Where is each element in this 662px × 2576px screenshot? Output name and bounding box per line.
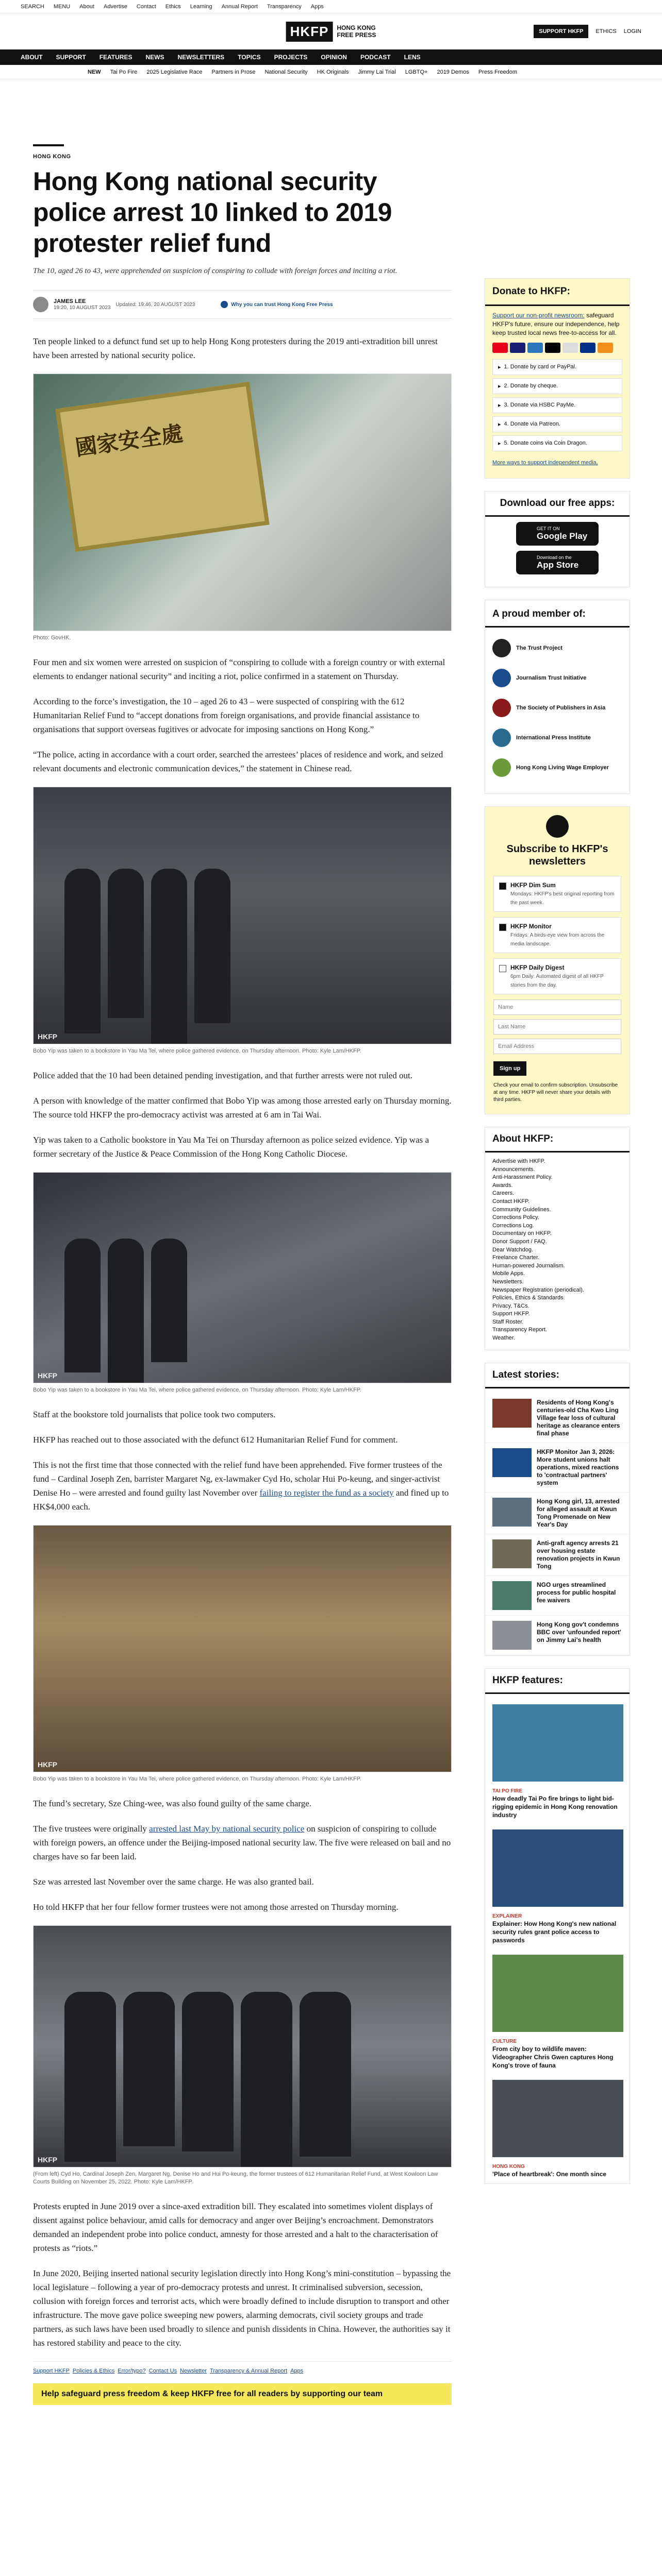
trust-project-icon — [492, 639, 511, 657]
trust-link[interactable] — [221, 301, 333, 308]
about-link[interactable]: Awards. — [492, 1182, 513, 1189]
photo-caption: Bobo Yip was taken to a bookstore in Yau Ma Tei, where police gathered evidence, on Thursday afternoon. Photo: Kyle Lam/HKFP. — [33, 1048, 361, 1054]
ipi-icon — [492, 728, 511, 747]
badge-small: GET IT ON — [537, 526, 560, 531]
last-name-field[interactable]: Last Name — [493, 1019, 621, 1035]
person-silhouette — [108, 869, 144, 1018]
story-title: HKFP Monitor Jan 3, 2026: More student unions halt operations, mixed reactions to 'contractual partners' system — [537, 1448, 619, 1486]
about-link[interactable]: Anti-Harassment Policy. — [492, 1174, 553, 1181]
subnav-item[interactable]: HK Originals — [317, 69, 349, 75]
member-widget — [485, 600, 630, 794]
subnav-item[interactable]: LGBTQ+ — [405, 69, 428, 75]
jti-icon — [492, 669, 511, 687]
about-list — [485, 1158, 630, 1350]
paragraph: Police added that the 10 had been detained pending investigation, and that further arrests were not ruled out. — [33, 1071, 412, 1080]
nav-item[interactable]: NEWS — [145, 54, 164, 61]
date-updated: Updated: 19:46, 20 AUGUST 2023 — [115, 301, 195, 308]
person-silhouette — [151, 1239, 187, 1362]
inline-link[interactable]: arrested last May by national security police — [149, 1824, 305, 1834]
sidebar — [485, 278, 630, 2196]
name-field[interactable]: Name — [493, 999, 621, 1015]
figure — [33, 1925, 452, 2186]
support-banner[interactable]: Help safeguard press freedom & keep HKFP free for all readers by supporting our team — [33, 2383, 452, 2405]
about-link[interactable]: Careers. — [492, 1190, 515, 1197]
story-title: NGO urges streamlined process for public hospital fee waivers — [537, 1581, 616, 1604]
sopa-icon — [492, 699, 511, 717]
newsletter-note: Check your email to confirm subscription. Unsubscribe at any time. HKFP will never share your details with third parties. — [493, 1082, 618, 1103]
about-link[interactable]: Transparency Report. — [492, 1327, 547, 1333]
person-silhouette — [64, 869, 101, 1033]
visa-icon — [510, 343, 525, 353]
paragraph: Ten people linked to a defunct fund set up to help Hong Kong protesters during the 2019 anti-extradition bill unrest have been arrested by national security police. — [33, 336, 438, 360]
paypal-icon — [580, 343, 595, 353]
member-name: The Trust Project — [516, 645, 562, 651]
footer-link[interactable]: Contact Us — [148, 2368, 177, 2374]
feature-image — [492, 1955, 623, 2032]
newsletter-name: HKFP Daily Digest — [510, 964, 565, 971]
subnav-item[interactable]: Tai Po Fire — [110, 69, 138, 75]
amex-icon — [527, 343, 543, 353]
paragraph: “The police, acting in accordance with a court order, searched the arrestees’ places of residence and work, and seized relevant documents and electronic communication devices,” the statement in Chinese read. — [33, 750, 443, 773]
feature-story[interactable] — [485, 1950, 630, 2075]
nav-item[interactable]: OPINION — [321, 54, 347, 61]
newsletter-desc: 6pm Daily: Automated digest of all HKFP stories from the day. — [510, 974, 604, 988]
figure — [33, 374, 452, 642]
mastercard-icon — [492, 343, 508, 353]
article-footer-links — [33, 2361, 452, 2374]
about-link[interactable]: Privacy, T&Cs. — [492, 1302, 529, 1309]
subnav-item[interactable]: Press Freedom — [478, 69, 518, 75]
about-link[interactable]: Corrections Log. — [492, 1222, 534, 1229]
about-link[interactable]: Announcements. — [492, 1166, 535, 1173]
story-thumbnail — [492, 1539, 532, 1568]
latest-story[interactable] — [485, 1616, 630, 1655]
paragraph — [33, 1822, 452, 1863]
arrow-icon: ▸ — [498, 402, 501, 409]
paragraph: Staff at the bookstore told journalists that police took two computers. — [33, 1410, 276, 1419]
feature-image — [492, 2080, 623, 2157]
badge-small: Download on the — [537, 555, 572, 560]
main-nav — [0, 49, 662, 65]
latest-widget — [485, 1363, 630, 1656]
about-link[interactable]: Support HKFP. — [492, 1311, 530, 1317]
latest-story[interactable] — [485, 1443, 630, 1493]
plaque-graphic — [55, 382, 269, 552]
story-thumbnail — [492, 1399, 532, 1428]
paragraph: The fund’s secretary, Sze Ching-wee, was also found guilty of the same charge. — [33, 1799, 312, 1808]
photo-watermark: HKFP — [38, 1032, 58, 1041]
about-link[interactable]: Policies, Ethics & Standards. — [492, 1295, 565, 1301]
about-link[interactable]: Contact HKFP. — [492, 1198, 529, 1205]
newsletter-desc: Fridays: A birds-eye view from across the media landscape. — [510, 933, 605, 947]
apps-title: Download our free apps: — [485, 492, 630, 517]
article-kicker[interactable]: HONG KONG — [33, 154, 71, 160]
donate-option[interactable] — [492, 416, 622, 432]
text-run: This is not the first time that those connected with the relief fund have been apprehended. Five former trustees of the fund – Cardinal Joseph Zen, barrister Margaret Ng, ex-lawmaker Cyd Ho, scholar Hui Po-keung, and singer-activist Denise Ho – were arrested and found guilty last November over — [33, 1460, 442, 1498]
support-button[interactable]: SUPPORT HKFP — [534, 25, 588, 38]
donate-option-label: 1. Donate by card or PayPal. — [504, 364, 577, 370]
photo-watermark: HKFP — [38, 1371, 58, 1380]
checkbox[interactable] — [499, 883, 506, 890]
person-silhouette — [194, 869, 230, 1023]
person-silhouette — [123, 1992, 175, 2146]
payment-icons — [492, 343, 622, 353]
nav-item[interactable]: TOPICS — [238, 54, 261, 61]
newsletter-title: Subscribe to HKFP's newsletters — [506, 843, 608, 867]
apple-pay-icon — [545, 343, 560, 353]
arrow-icon: ▸ — [498, 440, 501, 447]
donate-link[interactable]: Support our non-profit newsroom: — [492, 312, 585, 319]
footer-link[interactable]: Transparency & Annual Report — [210, 2368, 288, 2374]
story-title: Hong Kong gov't condemns BBC over 'unfounded report' on Jimmy Lai's health — [537, 1620, 621, 1643]
member-name: Journalism Trust Initiative — [516, 675, 587, 681]
about-title: About HKFP: — [485, 1127, 630, 1153]
member-logo-link[interactable] — [492, 639, 622, 657]
subnav-item[interactable]: National Security — [264, 69, 308, 75]
person-silhouette — [182, 1992, 234, 2151]
paragraph — [33, 1458, 452, 1514]
story-thumbnail — [492, 1581, 532, 1610]
nav-item[interactable]: PODCAST — [360, 54, 391, 61]
about-link[interactable]: Documentary on HKFP. — [492, 1230, 552, 1237]
footer-link[interactable]: Policies & Ethics — [72, 2368, 115, 2374]
arrow-icon: ▸ — [498, 383, 501, 389]
newsletter-option[interactable] — [493, 958, 621, 994]
article-standfirst: The 10, aged 26 to 43, were apprehended on suspicion of conspiring to collude with foreign forces and inciting a riot. — [33, 267, 398, 275]
subnav-item[interactable]: 2025 Legislative Race — [146, 69, 203, 75]
about-link[interactable]: Weather. — [492, 1335, 515, 1342]
figure — [33, 787, 452, 1055]
newsletter-text — [510, 923, 616, 947]
member-logo-link[interactable] — [492, 669, 622, 687]
donate-option-label: 4. Donate via Patreon. — [504, 421, 560, 427]
paragraph: In June 2020, Beijing inserted national security legislation directly into Hong Kong’s mini-constitution – bypassing the local legislature – following a year of pro-democracy protests and unrest. It criminalised subversion, secession, collusion with foreign forces and terrorist acts, which were broadly defined to include disruption to transport and other infrastructure. The move gave police sweeping new powers, alarming democrats, civil society groups and trade partners, as such laws have been used broadly to silence and punish dissidents in China. However, the authorities say it has restored stability and peace to the city. — [33, 2268, 451, 2348]
person-silhouette — [300, 1992, 351, 2157]
about-link[interactable]: Mobile Apps. — [492, 1270, 525, 1277]
donate-option[interactable] — [492, 397, 622, 413]
about-link[interactable]: Newspaper Registration (periodical). — [492, 1286, 584, 1293]
story-title: Anti-graft agency arrests 21 over housing estate renovation projects in Kwun Tong — [537, 1539, 620, 1570]
envelope-icon — [546, 815, 569, 838]
feature-tag: TAI PO FIRE — [492, 1788, 523, 1794]
text-run: on suspicion of conspiring to collude with foreign powers, an offence under the Beijing-imposed national security law. The five were released on bail and no charges have so far been laid. — [33, 1824, 451, 1861]
newsletter-widget — [485, 806, 630, 1114]
trust-icon — [221, 301, 228, 308]
about-link[interactable]: Community Guidelines. — [492, 1206, 551, 1213]
badge-big: Google Play — [537, 531, 588, 541]
author-name[interactable]: JAMES LEE — [54, 298, 86, 304]
topbar-item[interactable]: SEARCH — [21, 3, 44, 10]
site-header — [0, 13, 662, 49]
topbar-item[interactable]: About — [79, 3, 94, 10]
nav-item[interactable]: LENS — [404, 54, 421, 61]
nav-item[interactable]: PROJECTS — [274, 54, 308, 61]
topbar-item[interactable]: Learning — [190, 3, 212, 10]
figure — [33, 1172, 452, 1394]
apps-widget — [485, 491, 630, 587]
divider — [33, 144, 64, 146]
newsletter-option[interactable] — [493, 917, 621, 953]
newsletter-text — [510, 964, 616, 989]
about-link[interactable]: Donor Support / FAQ. — [492, 1238, 547, 1245]
about-link[interactable]: Advertise with HKFP. — [492, 1158, 545, 1164]
article-photo[interactable] — [33, 1172, 452, 1383]
people-graphic — [64, 869, 230, 1044]
nav-item[interactable]: NEWSLETTERS — [177, 54, 225, 61]
member-logo-link[interactable] — [492, 728, 622, 747]
story-title: Hong Kong girl, 13, arrested for alleged assault at Kwun Tong Promenade on New Year's Day — [537, 1497, 620, 1528]
feature-image — [492, 1704, 623, 1782]
nav-item[interactable]: SUPPORT — [56, 54, 86, 61]
newsletter-text — [510, 882, 616, 906]
nav-item[interactable]: ABOUT — [21, 54, 43, 61]
paragraph: Four men and six women were arrested on suspicion of “conspiring to collude with a foreign country or with external elements to endanger national security” and inciting a riot, police confirmed in a statement on Thursday. — [33, 657, 445, 681]
person-silhouette — [108, 1239, 144, 1383]
member-name: The Society of Publishers in Asia — [516, 705, 606, 711]
people-graphic — [64, 1992, 351, 2167]
feature-story[interactable] — [485, 2075, 630, 2183]
article — [33, 144, 452, 2405]
text-run: and fined up to HK$4,000 each. — [33, 1488, 449, 1512]
photo-caption: Photo: GovHK. — [33, 635, 71, 641]
newsletter-option[interactable] — [493, 876, 621, 912]
footer-link[interactable]: Apps — [290, 2368, 304, 2374]
photo-caption: (From left) Cyd Ho, Cardinal Joseph Zen, Margaret Ng, Denise Ho and Hui Po-keung, the former trustees of 612 Humanitarian Relief Fund, at West Kowloon Law Courts Building on November 25, 2022. Photo: Kyle Lam/HKFP. — [33, 2171, 438, 2185]
nav-item[interactable]: FEATURES — [99, 54, 133, 61]
people-graphic — [64, 1239, 187, 1383]
newsletter-name: HKFP Monitor — [510, 923, 552, 930]
figure — [33, 1525, 452, 1783]
living-wage-icon — [492, 758, 511, 777]
donate-desc: safeguard HKFP's future, ensure our independence, help keep trusted local news free-to-access for all. — [492, 312, 620, 336]
story-title: Residents of Hong Kong's centuries-old Cha Kwo Ling Village fear loss of cultural heritage as clearance enters final phase — [537, 1398, 620, 1437]
donate-option-label: 5. Donate coins via Coin Dragon. — [504, 440, 587, 446]
date-published: 19:20, 10 AUGUST 2023 — [54, 305, 111, 311]
email-field[interactable]: Email Address — [493, 1039, 621, 1054]
subnav-item[interactable]: Jimmy Lai Trial — [358, 69, 396, 75]
feature-tag: CULTURE — [492, 2038, 517, 2044]
topbar-item[interactable]: Transparency — [267, 3, 302, 10]
topbar-item[interactable]: MENU — [53, 3, 71, 10]
paragraph: HKFP has reached out to those associated with the defunct 612 Humanitarian Relief Fund for comment. — [33, 1435, 398, 1445]
more-ways-link[interactable]: More ways to support independent media. — [492, 460, 598, 466]
donate-option-label: 2. Donate by cheque. — [504, 383, 558, 389]
paragraph: Ho told HKFP that her four fellow former trustees were not among those arrested on Thursday morning. — [33, 1902, 399, 1912]
plaque-text: 國家安全處 — [73, 420, 185, 461]
inline-link[interactable]: failing to register the fund as a society — [259, 1488, 394, 1498]
person-silhouette — [151, 869, 187, 1044]
subnav-item[interactable]: Partners in Prose — [211, 69, 256, 75]
photo-watermark: HKFP — [38, 1760, 58, 1769]
newsletter-name: HKFP Dim Sum — [510, 882, 556, 889]
about-link[interactable]: Corrections Policy. — [492, 1214, 539, 1221]
topbar-item[interactable]: Contact — [136, 3, 156, 10]
arrow-icon: ▸ — [498, 421, 501, 428]
latest-story[interactable] — [485, 1493, 630, 1534]
story-thumbnail — [492, 1621, 532, 1650]
features-widget — [485, 1668, 630, 2184]
article-photo[interactable] — [33, 1525, 452, 1772]
about-widget — [485, 1127, 630, 1350]
logo-text — [337, 24, 376, 39]
subnav-item[interactable]: 2019 Demos — [437, 69, 469, 75]
ethics-link[interactable]: ETHICS — [595, 28, 617, 35]
author-block — [54, 298, 110, 311]
login-link[interactable]: LOGIN — [623, 28, 641, 35]
person-silhouette — [64, 1992, 116, 2162]
feature-title: How deadly Tai Po fire brings to light bid-rigging epidemic in Hong Kong renovation industry — [492, 1794, 618, 1819]
donate-widget — [485, 278, 630, 479]
donate-option[interactable] — [492, 359, 622, 375]
paragraph: Protests erupted in June 2019 over a since-axed extradition bill. They escalated into sometimes violent displays of dissent against police behaviour, amid calls for democracy and anger over Beijing’s encroachment. Demonstrators demanded an independent probe into police conduct, amnesty for those arrested and a halt to the characterisation of protests as “riots.” — [33, 2201, 438, 2253]
article-photo[interactable] — [33, 1925, 452, 2167]
paragraph: Yip was taken to a Catholic bookstore in Yau Ma Tei on Thursday afternoon as police seized evidence. Yip was a former secretary of the Justice & Peace Commission of the Hong Kong Catholic Diocese. — [33, 1135, 429, 1159]
feature-image — [492, 1829, 623, 1907]
topbar-item[interactable]: Ethics — [165, 3, 181, 10]
latest-story[interactable] — [485, 1576, 630, 1616]
story-thumbnail — [492, 1498, 532, 1527]
header-actions — [534, 25, 641, 38]
trust-link-label: Why you can trust Hong Kong Free Press — [231, 301, 333, 308]
about-link[interactable]: Dear Watchdog. — [492, 1246, 534, 1253]
feature-title: Explainer: How Hong Kong's new national security rules grant police access to passwords — [492, 1920, 617, 1944]
article-title: Hong Kong national security police arrest 10 linked to 2019 protester relief fund — [33, 167, 392, 258]
checkbox[interactable] — [499, 924, 506, 931]
person-silhouette — [241, 1992, 292, 2167]
photo-caption: Bobo Yip was taken to a bookstore in Yau Ma Tei, where police gathered evidence, on Thursday afternoon. Photo: Kyle Lam/HKFP. — [33, 1776, 361, 1782]
byline — [33, 290, 452, 319]
feature-tag: HONG KONG — [492, 2163, 525, 2170]
feature-tag: EXPLAINER — [492, 1913, 522, 1919]
logo-line-1: HONG KONG — [337, 24, 376, 31]
checkbox[interactable] — [499, 965, 506, 972]
site-logo[interactable] — [286, 22, 376, 42]
member-logo-link[interactable] — [492, 758, 622, 777]
new-label: NEW — [88, 69, 101, 75]
footer-link[interactable]: Support HKFP — [33, 2368, 70, 2374]
app-store-badge[interactable] — [516, 551, 599, 574]
about-link[interactable]: Freelance Charter. — [492, 1255, 540, 1261]
member-name: International Press Institute — [516, 735, 591, 741]
sub-nav — [0, 65, 662, 79]
google-pay-icon — [562, 343, 578, 353]
donate-option[interactable] — [492, 378, 622, 394]
article-photo[interactable] — [33, 787, 452, 1044]
newsletter-desc: Mondays: HKFP's best original reporting from the past week. — [510, 891, 615, 906]
topbar-item[interactable]: Advertise — [103, 3, 127, 10]
author-avatar — [33, 297, 48, 312]
signup-button[interactable]: Sign up — [493, 1061, 526, 1076]
donate-option[interactable] — [492, 435, 622, 451]
latest-story[interactable] — [485, 1534, 630, 1576]
topbar-item[interactable]: Annual Report — [221, 3, 258, 10]
donate-text — [492, 311, 622, 337]
donate-title: Donate to HKFP: — [485, 279, 630, 306]
latest-story[interactable] — [485, 1394, 630, 1443]
logo-mark: HKFP — [286, 22, 333, 42]
paragraph: Sze was arrested last November over the same charge. He was also granted bail. — [33, 1877, 314, 1887]
feature-title: 'Place of heartbreak': One month since — [492, 2170, 607, 2178]
features-title: HKFP features: — [485, 1669, 630, 1694]
top-strip — [0, 0, 662, 13]
feature-title: From city boy to wildlife maven: Videographer Chris Gwen captures Hong Kong's trove of fauna — [492, 2045, 614, 2069]
about-link[interactable]: Staff Roster. — [492, 1318, 524, 1325]
about-link[interactable]: Newsletters. — [492, 1278, 524, 1285]
feature-story[interactable] — [485, 1824, 630, 1950]
person-silhouette — [64, 1239, 101, 1372]
photo-caption: Bobo Yip was taken to a bookstore in Yau Ma Tei, where police gathered evidence, on Thursday afternoon. Photo: Kyle Lam/HKFP. — [33, 1387, 361, 1393]
article-photo[interactable] — [33, 374, 452, 631]
footer-link[interactable]: Error/typo? — [118, 2368, 146, 2374]
topbar-item[interactable]: Apps — [310, 3, 324, 10]
footer-link[interactable]: Newsletter — [180, 2368, 207, 2374]
latest-title: Latest stories: — [485, 1363, 630, 1388]
text-run: The five trustees were originally — [33, 1824, 150, 1834]
badge-big: App Store — [537, 560, 579, 570]
member-name: Hong Kong Living Wage Employer — [516, 765, 609, 771]
paragraph: A person with knowledge of the matter confirmed that Bobo Yip was among those arrested early on Thursday morning. The source told HKFP the pro-democracy activist was arrested at 6 am in Tai Wai. — [33, 1096, 452, 1120]
member-title: A proud member of: — [485, 602, 630, 628]
paragraph: According to the force’s investigation, the 10 – aged 26 to 43 – were suspected of conspiring with the 612 Humanitarian Relief Fund to “accept donations from foreign organisations, and provide financial assistance to organisations that support overseas fugitives or advocate for imposing sanctions on Hong Kong.” — [33, 697, 420, 734]
feature-story[interactable] — [485, 1699, 630, 1824]
donate-option-label: 3. Donate via HSBC PayMe. — [504, 402, 576, 408]
arrow-icon: ▸ — [498, 364, 501, 370]
about-link[interactable]: Human-powered Journalism. — [492, 1262, 565, 1269]
member-logo-link[interactable] — [492, 699, 622, 717]
photo-watermark: HKFP — [38, 2156, 58, 2164]
logo-line-2: FREE PRESS — [337, 31, 376, 39]
google-play-badge[interactable] — [516, 522, 599, 546]
story-thumbnail — [492, 1448, 532, 1477]
unionpay-icon — [598, 343, 613, 353]
